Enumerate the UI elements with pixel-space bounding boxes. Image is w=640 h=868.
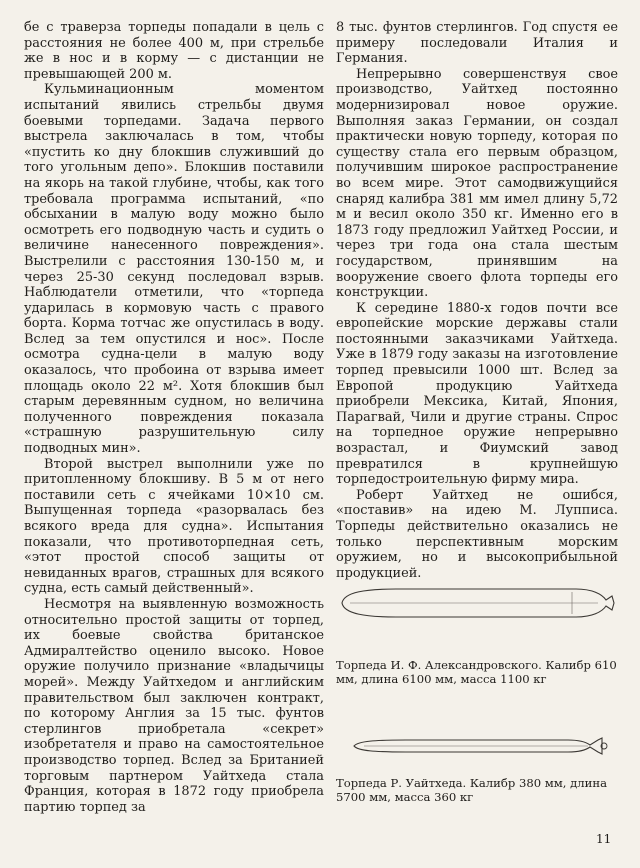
paragraph: Кульминационным моментом испытаний явились стрельбы двумя боевыми торпедами. Задача первого выстрела заключалась в том, чтобы «пустить ко дну блокшив служивший до того угольным депо». Блокшив поставили на якорь на такой глубине, чтобы, как того требовала программа испытаний, «по обсыхании в малую воду можно было осмотреть его подводную часть и судить о величине нанесенного повреждения». Выстрелили с расстояния 130-150 м, и через 25-30 секунд последовал взрыв. Наблюдатели отметили, что «торпеда ударилась в кормовую часть с правого борта. Корма тотчас же опустилась в воду. Вслед за тем опустился и нос». После осмотра судна-цели в малую воду оказалось, что пробоина от взрыва имеет площадь около 22 м². Хотя блокшив был старым деревянным судном, но величина полученного повреждения показала «страшную разрушительную силу подводных мин».: [24, 82, 324, 457]
torpedo-alexandrovsky-caption: Торпеда И. Ф. Александровского. Калибр 610 мм, длина 6100 мм, масса 1100 кг: [336, 658, 617, 687]
paragraph: Несмотря на выявленную возможность относительно простой защиты от торпед, их боевые свойства британское Адмиралтейство оценило высоко. Новое оружие получило признание «владычицы морей». Между Уайтхедом и английским правительством был заключен контракт, по которому Англия за 15 тыс. фунтов стерлингов приобретала «секрет» изобретателя и право на самостоятельное производство торпед. Вслед за Британией торговым партнером Уайтхеда стала Франция, которая в 1872 году приобрела партию торпед за: [24, 596, 324, 815]
left-text-column: [24, 20, 324, 815]
paragraph: Непрерывно совершенствуя свое производство, Уайтхед постоянно модернизировал новое оружие. Выполняя заказ Германии, он создал практически новую торпеду, которая по существу стала его первым образцом, получившим широкое распространение во всем мире. Этот самодвижущийся снаряд калибра 381 мм имел длину 5,72 м и весил около 350 кг. Именно его в 1873 году предложил Уайтхед России, и через три года она стала шестым государством, принявшим на вооружение своего флота торпеды его конструкции.: [336, 66, 618, 301]
torpedo-drawing: [336, 726, 618, 766]
paragraph: Второй выстрел выполнили уже по притопленному блокшиву. В 5 м от него поставили сеть с ячейками 10×10 см. Выпущенная торпеда «разорвалась без всякого вреда для судна». Испытания показали, что противоторпедная сеть, «этот простой способ защиты от невиданных врагов, страшных для всякого судна, есть самый действенный».: [24, 456, 324, 597]
paragraph: бе с траверза торпеды попадали в цель с расстояния не более 400 м, при стрельбе же в нос и в корму — с дистанции не превышающей 200 м.: [24, 20, 324, 82]
torpedo-whitehead-caption: Торпеда Р. Уайтхеда. Калибр 380 мм, длина 5700 мм, масса 360 кг: [336, 776, 608, 805]
page-number: 11: [596, 832, 612, 846]
torpedo-drawing: [336, 578, 618, 628]
torpedo-alexandrovsky-figure: [336, 578, 618, 628]
paragraph: К середине 1880-х годов почти все европейские морские державы стали постоянными заказчиками Уайтхеда. Уже в 1879 году заказы на изготовление торпед превысили 1000 шт. Вслед за Европой продукцию Уайтхеда приобрели Мексика, Китай, Япония, Парагвай, Чили и другие страны. Спрос на торпедное оружие непрерывно возрастал, и Фиумский завод превратился в крупнейшую торпедостроительную фирму мира.: [336, 300, 618, 488]
paragraph: Роберт Уайтхед не ошибся, «поставив» на идею М. Лупписа. Торпеды действительно оказались не только перспективным морским оружием, но и высокоприбыльной продукцией.: [336, 487, 618, 581]
torpedo-whitehead-figure: [336, 726, 618, 766]
right-text-column: [336, 20, 618, 581]
paragraph: 8 тыс. фунтов стерлингов. Год спустя ее примеру последовали Италия и Германия.: [336, 20, 618, 67]
